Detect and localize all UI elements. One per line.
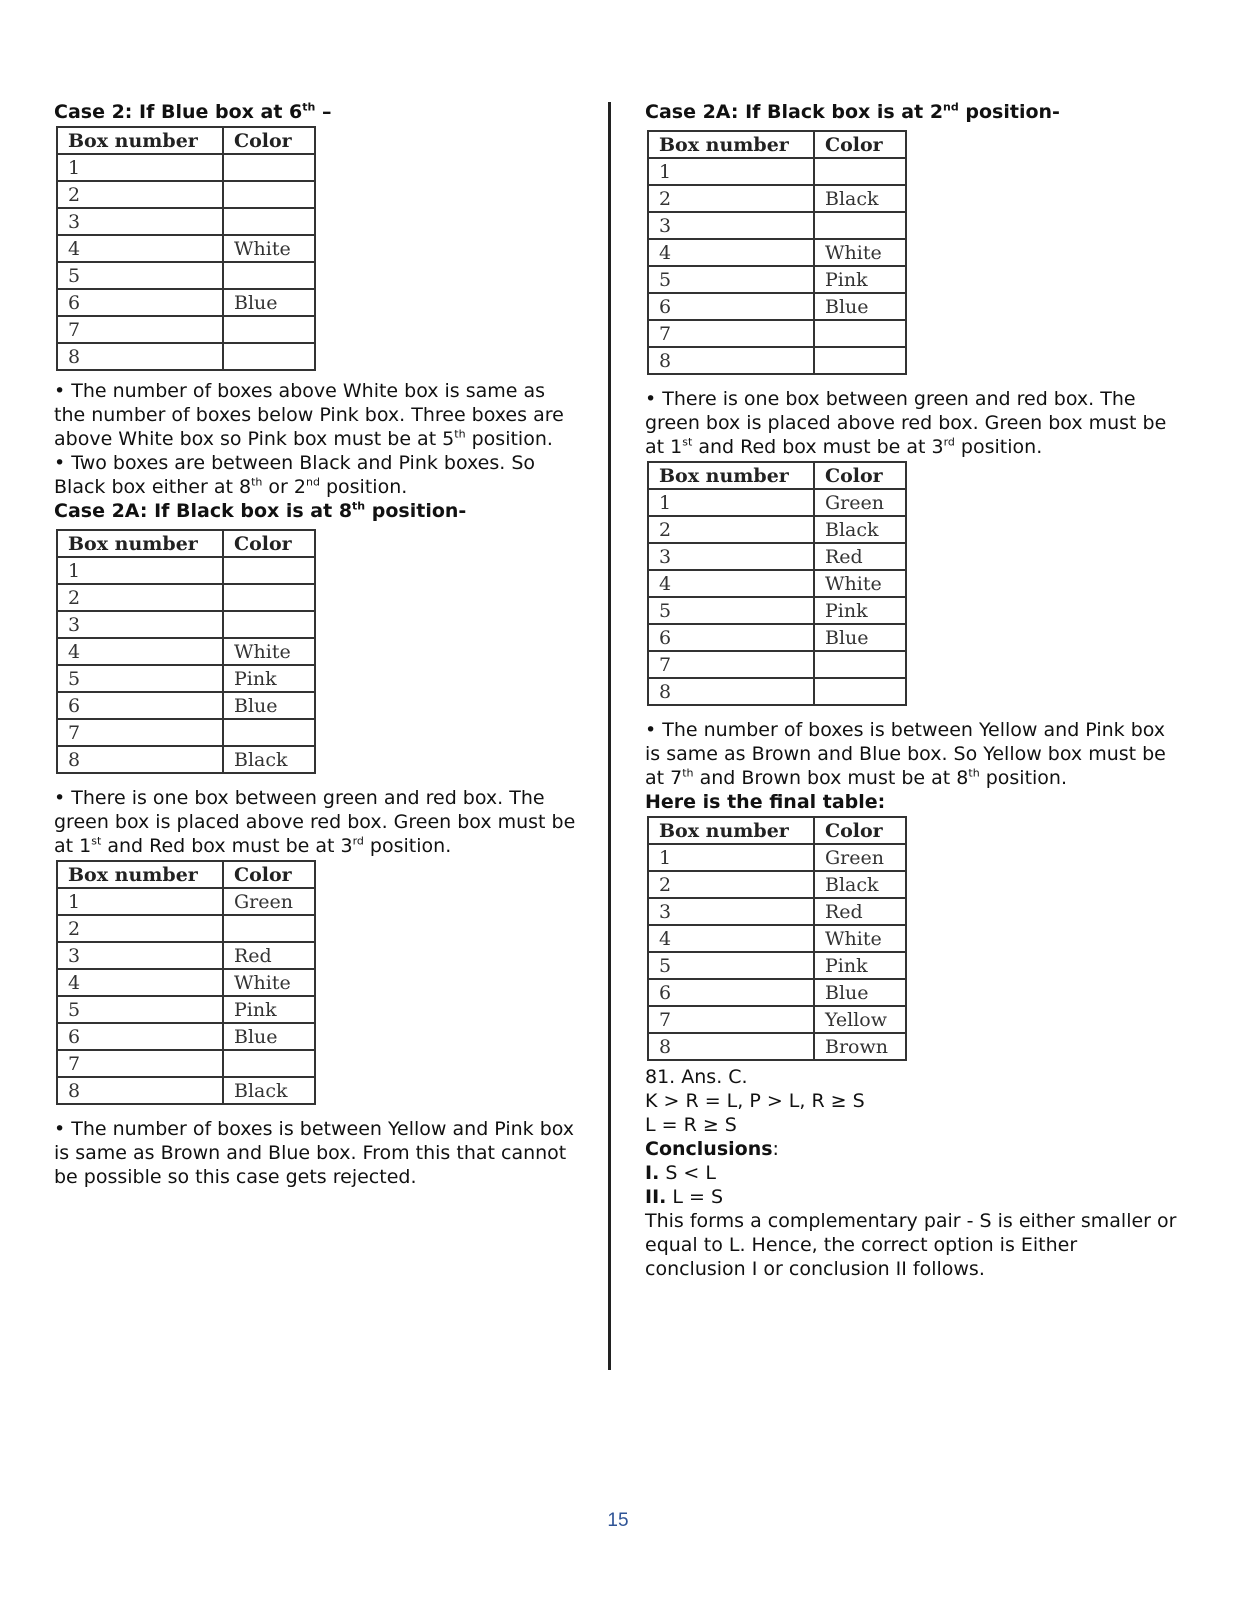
table-row [57,746,315,773]
header-box-number: Box number [57,530,223,557]
box-number-cell: 6 [648,979,814,1006]
color-cell [223,208,315,235]
table-row [648,597,906,624]
table-row [57,1050,315,1077]
table-header-row [57,127,315,154]
color-cell [223,262,315,289]
table-row [648,678,906,705]
color-cell: White [223,235,315,262]
color-cell: Pink [814,952,906,979]
box-number-cell: 5 [648,597,814,624]
box-number-cell: 7 [648,1006,814,1033]
table-row [57,665,315,692]
box-number-cell: 4 [648,239,814,266]
box-number-cell: 3 [648,212,814,239]
box-number-cell: 3 [648,898,814,925]
box-number-cell: 4 [57,969,223,996]
table-header-row [57,530,315,557]
table-row [57,557,315,584]
conclusions-label: Conclusions: [645,1138,779,1160]
box-number-cell: 4 [648,570,814,597]
box-number-cell: 5 [57,262,223,289]
box-number-cell: 1 [57,557,223,584]
table-row [57,1077,315,1104]
table-row [648,1006,906,1033]
table-row [648,570,906,597]
answer-line: 81. Ans. C. [645,1066,748,1088]
case2-heading: Case 2: If Blue box at 6th – [54,100,332,123]
box-number-cell: 1 [648,489,814,516]
paragraph: • There is one box between green and red box. The green box is placed above red box. Green box must be at 1st and Red box must be at 3rd position. [645,388,1167,458]
paragraph: • There is one box between green and red box. The green box is placed above red box. Green box must be at 1st and Red box must be at 3rd position. [54,787,576,857]
color-cell: Green [814,844,906,871]
color-cell [223,343,315,370]
case2a-heading: Case 2A: If Black box is at 8th position- [54,499,467,522]
box-number-cell: 7 [57,719,223,746]
table-row [648,347,906,374]
header-color: Color [223,530,315,557]
box-number-cell: 1 [648,844,814,871]
box-number-cell: 6 [648,624,814,651]
box-number-cell: 6 [57,1023,223,1050]
box-table [647,461,907,706]
table-row [648,624,906,651]
table-row [648,979,906,1006]
box-number-cell: 2 [57,915,223,942]
table-row [648,898,906,925]
color-cell [814,678,906,705]
table-row [648,320,906,347]
box-table [56,529,316,774]
paragraph: • Two boxes are between Black and Pink boxes. So Black box either at 8th or 2nd position. [54,452,536,498]
table-row [57,181,315,208]
color-cell: Pink [223,665,315,692]
table-row [57,692,315,719]
table-row [57,611,315,638]
color-cell: Pink [814,597,906,624]
color-cell [223,557,315,584]
table-header-row [648,817,906,844]
header-box-number: Box number [648,131,814,158]
color-cell: Blue [223,289,315,316]
color-cell [223,915,315,942]
paragraph: • The number of boxes is between Yellow and Pink box is same as Brown and Blue box. From this that cannot be possible so this case gets rejected. [54,1118,575,1188]
box-number-cell: 6 [57,289,223,316]
box-number-cell: 4 [57,638,223,665]
column-divider [608,102,611,1370]
color-cell: Black [814,185,906,212]
header-color: Color [223,861,315,888]
color-cell: Blue [814,624,906,651]
box-number-cell: 2 [648,185,814,212]
color-cell [814,212,906,239]
box-number-cell: 1 [648,158,814,185]
box-number-cell: 5 [648,952,814,979]
box-number-cell: 8 [57,343,223,370]
box-table [56,860,316,1105]
box-number-cell: 7 [648,651,814,678]
box-table [647,130,907,375]
box-table [56,126,316,371]
color-cell [223,1050,315,1077]
box-number-cell: 5 [57,665,223,692]
box-number-cell: 7 [57,1050,223,1077]
explanation: This forms a complementary pair - S is either smaller or equal to L. Hence, the correct option is Either conclusion I or conclusion II follows. [645,1210,1177,1280]
box-number-cell: 2 [57,584,223,611]
table-row [648,1033,906,1060]
header-box-number: Box number [57,861,223,888]
relation-line: L = R ≥ S [645,1114,737,1136]
color-cell: Blue [814,979,906,1006]
color-cell [814,347,906,374]
box-number-cell: 7 [57,316,223,343]
header-color: Color [814,131,906,158]
box-number-cell: 7 [648,320,814,347]
conclusion-two: II. L = S [645,1186,724,1208]
color-cell: Blue [223,692,315,719]
color-cell: Green [814,489,906,516]
paragraph: • The number of boxes above White box is same as the number of boxes below Pink box. Three boxes are above White box so Pink box must be at 5th position. [54,380,564,450]
color-cell: Yellow [814,1006,906,1033]
box-number-cell: 1 [57,154,223,181]
table-row [57,316,315,343]
box-number-cell: 8 [648,347,814,374]
box-number-cell: 2 [57,181,223,208]
right-column [645,100,1180,1281]
color-cell: Red [223,942,315,969]
color-cell: Blue [223,1023,315,1050]
color-cell [223,154,315,181]
color-cell [223,181,315,208]
color-cell: Black [223,746,315,773]
color-cell [814,158,906,185]
header-color: Color [814,817,906,844]
table-row [57,262,315,289]
box-number-cell: 8 [648,678,814,705]
table-row [648,871,906,898]
relation-line: K > R = L, P > L, R ≥ S [645,1090,865,1112]
table-row [648,516,906,543]
box-number-cell: 4 [648,925,814,952]
final-table-heading: Here is the final table: [645,791,886,813]
color-cell: Red [814,898,906,925]
table-row [57,996,315,1023]
color-cell: Pink [223,996,315,1023]
header-box-number: Box number [648,462,814,489]
table-row [648,952,906,979]
header-color: Color [223,127,315,154]
color-cell: White [223,969,315,996]
table-row [648,239,906,266]
case2a-heading: Case 2A: If Black box is at 2nd position- [645,100,1060,123]
table-row [57,208,315,235]
left-column [54,100,582,1189]
table-row [648,185,906,212]
color-cell [223,719,315,746]
box-number-cell: 2 [648,516,814,543]
box-number-cell: 3 [57,611,223,638]
table-row [648,489,906,516]
color-cell: White [814,925,906,952]
color-cell [223,316,315,343]
box-number-cell: 3 [57,208,223,235]
table-row [57,942,315,969]
box-number-cell: 1 [57,888,223,915]
box-number-cell: 5 [57,996,223,1023]
final-box-table [647,816,907,1061]
box-number-cell: 8 [57,746,223,773]
color-cell [814,320,906,347]
color-cell: Black [814,516,906,543]
color-cell [814,651,906,678]
table-row [57,638,315,665]
table-row [648,212,906,239]
table-row [648,293,906,320]
table-row [57,289,315,316]
table-row [57,915,315,942]
color-cell: Pink [814,266,906,293]
page-number: 15 [607,1510,629,1531]
table-row [57,719,315,746]
color-cell [223,611,315,638]
paragraph: • The number of boxes is between Yellow and Pink box is same as Brown and Blue box. So Yellow box must be at 7th and Brown box must be at 8th position. [645,719,1166,789]
table-row [57,969,315,996]
box-number-cell: 8 [648,1033,814,1060]
box-number-cell: 2 [648,871,814,898]
table-row [648,158,906,185]
box-number-cell: 8 [57,1077,223,1104]
header-color: Color [814,462,906,489]
table-row [648,925,906,952]
color-cell: White [814,570,906,597]
table-row [648,844,906,871]
header-box-number: Box number [57,127,223,154]
color-cell [223,584,315,611]
table-row [57,888,315,915]
box-number-cell: 6 [57,692,223,719]
table-row [57,154,315,181]
color-cell: White [814,239,906,266]
box-number-cell: 6 [648,293,814,320]
table-row [648,651,906,678]
color-cell: Blue [814,293,906,320]
table-header-row [57,861,315,888]
box-number-cell: 3 [648,543,814,570]
color-cell: White [223,638,315,665]
color-cell: Black [814,871,906,898]
table-row [648,543,906,570]
table-row [648,266,906,293]
conclusion-one: I. S < L [645,1162,716,1184]
table-row [57,235,315,262]
box-number-cell: 3 [57,942,223,969]
color-cell: Red [814,543,906,570]
table-header-row [648,462,906,489]
table-header-row [648,131,906,158]
table-row [57,1023,315,1050]
color-cell: Green [223,888,315,915]
table-row [57,343,315,370]
box-number-cell: 5 [648,266,814,293]
header-box-number: Box number [648,817,814,844]
color-cell: Brown [814,1033,906,1060]
box-number-cell: 4 [57,235,223,262]
color-cell: Black [223,1077,315,1104]
table-row [57,584,315,611]
